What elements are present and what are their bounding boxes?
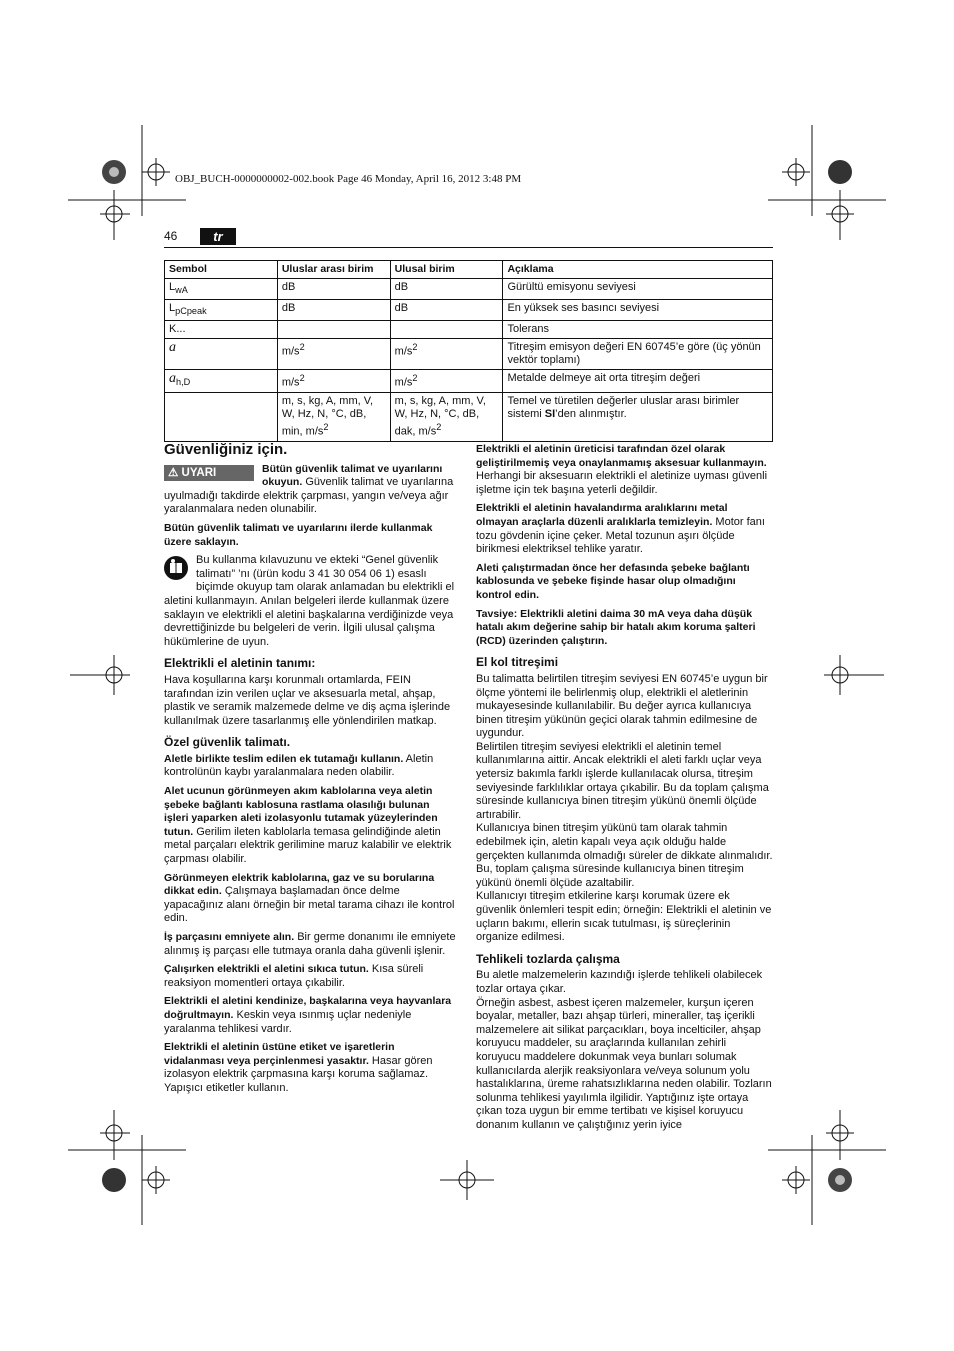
symbol-subscript: wA [175, 285, 188, 296]
safety-item [164, 785, 456, 867]
symbol-subscript: h,D [176, 377, 191, 388]
table-row [165, 370, 773, 393]
safety-bold: Görünmeyen elektrik kablolarına, gaz ve su borularına dikkat edin. [164, 871, 435, 898]
subheading: Özel güvenlik talimatı. [164, 735, 291, 750]
national-unit: m/s [394, 377, 413, 390]
safety-text: Çalışmaya başlamadan önce delme yapacağınız alanı örneğin bir metal tarama cihazı ile kontrol edin. [164, 885, 455, 925]
dust-paragraph: Örneğin asbest, asbest içeren malzemeler, kurşun içeren boyalar, metaller, bazı ahşap türleri, mineraller, taş içerikli malzemelere ait silikat parçacıkları, boya incelticiler, ahşap koruyucu maddeler, su araçlarında kullanılan zehirli koruyucu maddelere dokunmak veya bunları solumak kullanıcılarda alerjik reaksiyonlara ve/veya solunum yolu hastalıklarına, üreme rahatsızlıklarına neden olabilir. Tozların solunma tehlikesi yayılımla ilgilidir. Yaptığınız işte ortaya çıkan toza uygun bir emme tertibatı ve kişisel koruyucu donanım kullanın ve çalıştığınız yerin iyice [476, 996, 772, 1131]
safety-bold: Elektrikli el aletini kendinize, başkalarına veya hayvanlara doğrultmayın. [164, 995, 452, 1021]
table-row [165, 393, 773, 442]
safety-item [476, 443, 773, 497]
safety-bold: Elektrikli el aletinin üreticisi tarafından özel olarak geliştirilmemiş veya onaylanmamış aksesuar kullanmayın. [476, 443, 767, 469]
table-header-row [165, 261, 773, 279]
right-column [476, 443, 773, 1133]
superscript: 2 [412, 373, 418, 384]
description: En yüksek ses basıncı seviyesi [503, 300, 773, 321]
dust-paragraph: Bu aletle malzemelerin kazındığı işlerde tehlikeli olabilecek tozlar ortaya çıkar. [476, 969, 763, 995]
symbol: a [169, 340, 176, 356]
left-column [164, 443, 456, 1101]
symbol-subscript: pCpeak [175, 306, 207, 317]
column-header: Ulusal birim [390, 261, 503, 279]
column-header: Sembol [165, 261, 278, 279]
vibration-paragraph: Kullanıcıyı titreşim etkilerine karşı korumak üzere ek güvenlik önlemleri tespit edin; örneğin: Elektrikli el aletinin ve uçların bakımı, ellerin sıcak tutulması, iş süreçlerinin organize edilmesi. [476, 890, 772, 944]
safety-item [164, 931, 456, 958]
table-row [165, 279, 773, 300]
column-header: Uluslar arası birim [277, 261, 390, 279]
file-header: OBJ_BUCH-0000000002-002.book Page 46 Monday, April 16, 2012 3:48 PM [175, 173, 522, 185]
symbol: K... [165, 321, 278, 339]
symbol: a [169, 371, 176, 387]
column-header: Açıklama [503, 261, 773, 279]
warning-label: UYARI [181, 466, 217, 479]
superscript: 2 [412, 342, 418, 353]
safety-item [164, 963, 456, 990]
description: Tolerans [503, 321, 773, 339]
vibration-paragraph: Belirtilen titreşim seviyesi elektrikli el aletinin temel kullanımlarına aittir. Ancak elektrikli el aleti farklı uçlar veya yetersiz bakımla farklı işlerde kullanılacak olursa, titreşim seviyesinde farklılıklar ortaya çıkabilir. Bu da toplam çalışma süresinde kullanıcıya binen titreşim yükünü önemli ölçüde artırabilir. [476, 740, 769, 821]
superscript: 2 [323, 422, 329, 433]
intl-unit: dB [277, 300, 390, 321]
table-row [165, 321, 773, 339]
description-bold: SI [544, 408, 556, 421]
superscript: 2 [299, 373, 305, 384]
subheading: El kol titreşimi [476, 655, 559, 670]
table-row [165, 339, 773, 370]
safety-bold: Elektrikli el aletinin havalandırma aralıklarını metal olmayan araçlarla düzenli aralıklarla temizleyin. [476, 502, 728, 528]
subheading: Tehlikeli tozlarda çalışma [476, 951, 620, 966]
intl-unit: m/s [281, 346, 300, 359]
keep-instructions: Bütün güvenlik talimatı ve uyarılarını ilerde kullanmak üzere saklayın. [164, 521, 433, 548]
national-unit: m, s, kg, A, mm, V, W, Hz, N, °C, dB, dak, m/s [394, 395, 486, 438]
safety-text: Bir germe donanımı ile emniyete alınmış iş parçası elle tutmaya oranla daha güvenli işlenir. [164, 931, 456, 957]
superscript: 2 [436, 422, 442, 433]
safety-item [164, 872, 456, 926]
description-text: Hava koşullarına karşı korunmalı ortamlarda, FEIN tarafından izin verilen uçlar ve aksesuarla metal, ahşap, plastik ve seramik malzemede delme ve diş açma işlerinde kullanılmak üzere tasarlanmış elle yönlendirilen matkap. [164, 673, 451, 727]
warning-paragraph [164, 463, 456, 517]
national-unit: dB [390, 300, 503, 321]
description: Temel ve türetilen değerler uluslar arası birimler sistemi [507, 395, 740, 421]
warning-badge: ⚠ UYARI [164, 465, 254, 481]
symbol: L [169, 281, 176, 293]
vibration-paragraph: Bu talimatta belirtilen titreşim seviyesi EN 60745’e uygun bir ölçme yöntemi ile belirlenmiş olup, elektrikli el aletlerinin mukayesesinde kullanılabilir. Bu değer ayrıca kullanıcıya binen titreşim yükünün geçici olarak tahmin edilmesine de uygundur. [476, 672, 768, 740]
description: ’den alınmıştır. [555, 408, 627, 421]
language-badge: tr [200, 228, 236, 245]
safety-text: Aletin kontrolünün kaybı yaralanmalara neden olabilir. [164, 752, 434, 779]
superscript: 2 [299, 342, 305, 353]
vibration-paragraph: Kullanıcıya binen titreşim yükünü tam olarak tahmin edebilmek için, aletin kapalı veya açık olduğu halde gerçekten kullanımda olmadığı süreler de dikkate alınmalıdır. Bu, toplam çalışma süresinde kullanıcıya binen titreşim yükünü önemli ölçüde azaltabilir. [476, 822, 773, 889]
section-title: Güvenliğiniz için. [164, 441, 288, 458]
safety-text: Keskin veya ısınmış uçlar nedeniyle yaralanma tehlikesi vardır. [164, 1008, 412, 1035]
safety-text: Kısa süreli reaksiyon momentleri ortaya çıkabilir. [164, 963, 424, 989]
safety-bold: Alet ucunun görünmeyen akım kablolarına veya aletin şebeke bağlantı kablosuna rastlama olasılığı bulunan işleri yaparken aleti izolasyonlu tutamak yüzeylerinden tutun. [164, 785, 438, 838]
intl-unit: m, s, kg, A, mm, V, W, Hz, N, °C, dB, min, m/s [281, 395, 374, 438]
safety-item [164, 753, 456, 780]
safety-item [476, 608, 773, 649]
read-manual-icon [164, 556, 188, 580]
safety-bold: İş parçasını emniyete alın. [164, 931, 295, 943]
safety-text: Herhangi bir aksesuarın elektrikli el aletinize uyması güvenli işletme için tek başına yeterli değildir. [476, 470, 768, 496]
table-row [165, 300, 773, 321]
symbol: L [169, 302, 176, 315]
page-number: 46 [164, 229, 178, 243]
intl-unit: m/s [281, 377, 300, 390]
warning-bold: Bütün güvenlik talimat ve uyarılarını okuyun. [262, 462, 443, 489]
subheading: Elektrikli el aletinin tanımı: [164, 656, 316, 671]
national-unit: m/s [394, 346, 413, 359]
symbol-table [164, 260, 773, 442]
safety-item [164, 995, 456, 1036]
safety-bold: Çalışırken elektrikli el aletini sıkıca tutun. [164, 963, 369, 976]
national-unit: dB [390, 279, 503, 300]
description: Titreşim emisyon değeri EN 60745’e göre (üç yönün vektör toplamı) [503, 339, 773, 370]
safety-item [476, 562, 773, 603]
safety-text: Hasar gören izolasyon elektrik çarpmasına karşı koruma sağlamaz. Yapışıcı etiketler kullanın. [164, 1054, 433, 1094]
manual-paragraph [164, 554, 456, 649]
safety-text: Motor fanı tozu gövdenin içine çeker. Metal tozunun aşırı ölçüde birikmesi elektriksel tehlike yaratır. [476, 515, 765, 556]
safety-item [164, 1041, 456, 1095]
warning-text: Güvenlik talimat ve uyarılarına uyulmadığı takdirde elektrik çarpması, yangın ve/veya ağır yaralanmalara neden olunabilir. [164, 476, 454, 516]
safety-item [476, 502, 773, 556]
safety-bold: Elektrikli el aletinin üstüne etiket ve işaretlerin vidalanması veya perçinlenmesi yasaktır. [164, 1041, 395, 1067]
description: Gürültü emisyonu seviyesi [503, 279, 773, 300]
header-rule [164, 247, 773, 248]
safety-bold: Aletle birlikte teslim edilen ek tutamağı kullanın. [164, 752, 404, 765]
manual-text: Bu kullanma kılavuzunu ve ekteki “Genel güvenlik talimatı” ’nı (ürün kodu 3 41 30 054 06 1) esaslı biçimde okuyup tam olarak anlamadan bu elektrikli el aletini kullanmayın. Anılan belgeleri ilerde kullanmak üzere saklayın ve elektrikli el aletini başkalarına verdiğinizde veya devrettiğinizde bu belgeleri de verin. İlgili ulusal çalışma hükümlerine de uyun. [164, 554, 455, 648]
intl-unit: dB [277, 279, 390, 300]
safety-bold: Tavsiye: Elektrikli aletini daima 30 mA veya daha düşük hatalı akım değerine sahip bir hatalı akım koruma şalteri (RCD) üzerinden çalıştırın. [476, 607, 756, 647]
description: Metalde delmeye ait orta titreşim değeri [503, 370, 773, 393]
safety-bold: Aleti çalıştırmadan önce her defasında şebeke bağlantı kablosunda ve şebeke fişinde hasar olup olmadığını kontrol edin. [476, 561, 750, 601]
safety-text: Gerilim ileten kablolarla temasa gelindiğinde aletin metal parçaları elektrik gerilimine maruz kalabilir ve elektrik çarpması olabilir. [164, 825, 452, 866]
